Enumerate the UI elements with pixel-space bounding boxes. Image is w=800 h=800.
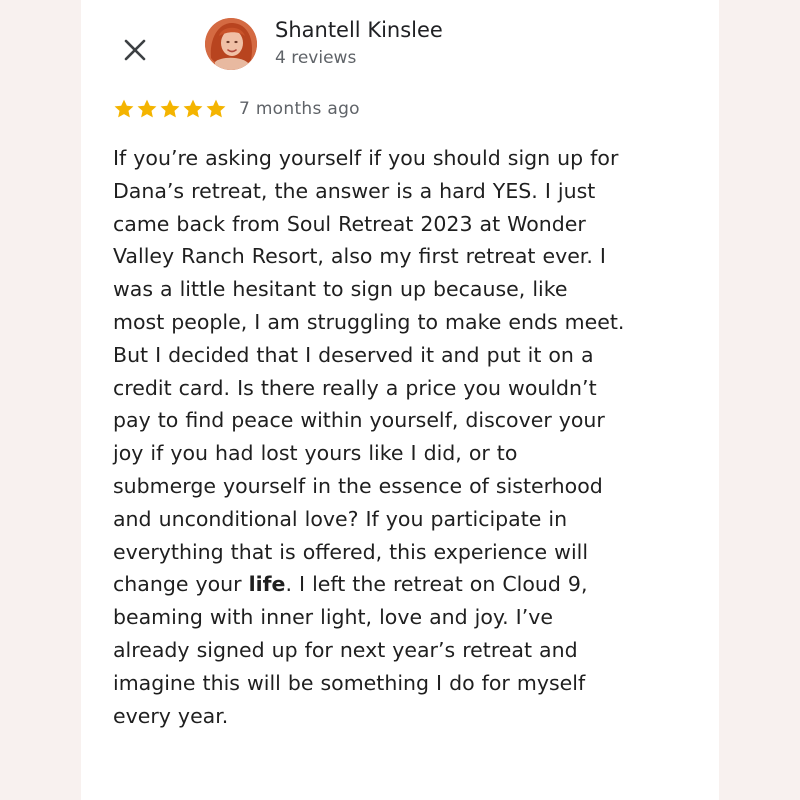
avatar-image: [205, 18, 257, 70]
review-date: 7 months ago: [239, 99, 360, 119]
review-line: every year.: [113, 703, 229, 728]
review-line: everything that is offered, this experience will: [113, 539, 589, 564]
review-line: credit card. Is there really a price you wouldn’t: [113, 375, 597, 400]
review-header: [113, 14, 699, 84]
rating-row: [113, 94, 360, 124]
review-line: But I decided that I deserved it and put it on a: [113, 342, 594, 367]
review-emphasis: life: [248, 572, 286, 597]
review-line: beaming with inner light, love and joy. I’ve: [113, 605, 553, 630]
star-icon: [205, 98, 227, 120]
review-line: joy if you had lost yours like I did, or to: [113, 441, 518, 466]
review-line: If you’re asking yourself if you should sign up for: [113, 146, 619, 170]
review-card: [81, 0, 719, 800]
close-icon: [117, 32, 153, 68]
review-line: Valley Ranch Resort, also my first retreat ever. I: [113, 244, 606, 269]
review-line: was a little hesitant to sign up because, like: [113, 277, 568, 302]
review-line-life-prefix: change your: [113, 572, 249, 597]
review-line-life: [113, 568, 713, 601]
review-line: pay to find peace within yourself, discover your: [113, 408, 605, 433]
review-line: came back from Soul Retreat 2023 at Wonder: [113, 211, 586, 236]
review-line: Dana’s retreat, the answer is a hard YES. I just: [113, 178, 596, 203]
review-line: and unconditional love? If you participate in: [113, 506, 568, 531]
star-icon: [159, 98, 181, 120]
star-icon: [113, 98, 135, 120]
review-line: most people, I am struggling to make ends meet.: [113, 309, 625, 334]
close-button[interactable]: [117, 32, 153, 68]
avatar[interactable]: [205, 18, 257, 70]
star-icon: [182, 98, 204, 120]
star-rating: [113, 98, 227, 120]
review-line: submerge yourself in the essence of sisterhood: [113, 473, 603, 498]
review-line: imagine this will be something I do for myself: [113, 670, 586, 695]
reviewer-name[interactable]: Shantell Kinslee: [275, 18, 443, 42]
review-line: already signed up for next year’s retreat and: [113, 637, 578, 662]
review-line-life-suffix: . I left the retreat on Cloud 9,: [285, 572, 588, 597]
review-text: [113, 142, 713, 732]
reviewer-review-count: 4 reviews: [275, 48, 357, 68]
star-icon: [136, 98, 158, 120]
